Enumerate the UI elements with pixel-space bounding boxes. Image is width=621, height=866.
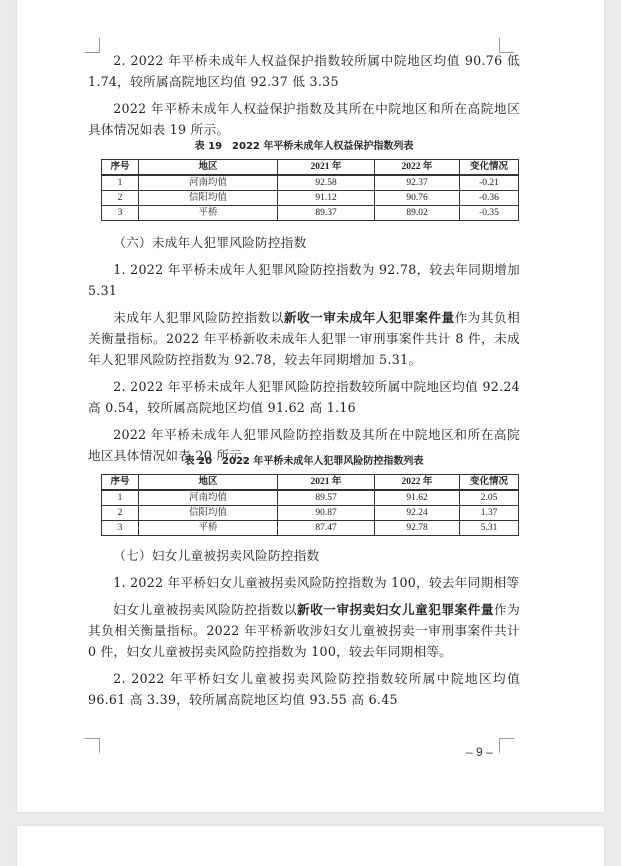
table-cell: 87.47	[278, 521, 375, 536]
next-page	[17, 826, 604, 866]
table-cell: 平桥	[139, 521, 278, 536]
table-19	[101, 159, 519, 221]
table-cell: 平桥	[139, 206, 278, 221]
table-header-row	[102, 475, 519, 491]
header-cell: 2022 年	[375, 475, 460, 491]
table-cell: 90.76	[375, 191, 460, 206]
table-cell: 2	[102, 191, 139, 206]
section-heading: （七）妇女儿童被拐卖风险防控指数	[113, 548, 320, 563]
table-cell: 2.05	[460, 490, 519, 506]
header-cell: 变化情况	[460, 160, 519, 176]
table-cell: 3	[102, 521, 139, 536]
crop-mark-bottom-left	[85, 738, 100, 753]
paragraph-text: 作为其负相关衡量指标。2022 年平桥新收未成年人犯罪一审刑事案件共计 8 件，未成年人犯罪风险防控指数为 92.78，较去年同期增加 5.31。	[88, 310, 521, 367]
table-cell: 92.78	[375, 521, 460, 536]
header-cell: 变化情况	[460, 475, 519, 491]
header-cell: 2021 年	[278, 160, 375, 176]
header-cell: 2021 年	[278, 475, 375, 491]
table-row	[102, 490, 519, 506]
header-cell: 序号	[102, 475, 139, 491]
header-cell: 地区	[139, 160, 278, 176]
table-header-row	[102, 160, 519, 176]
bold-term: 新收一审未成年人犯罪案件量	[283, 310, 455, 325]
page-number: – 9 –	[466, 745, 493, 759]
paragraph-group-1	[88, 50, 520, 140]
paragraph: 2. 2022 年平桥未成年人犯罪风险防控指数较所属中院地区均值 92.24 高 0.54，较所属高院地区均值 91.62 高 1.16	[88, 379, 520, 415]
paragraph-group-3	[88, 545, 520, 710]
paragraph: 2. 2022 年平桥未成年人权益保护指数较所属中院地区均值 90.76 低 1.74，较所属高院地区均值 92.37 低 3.35	[88, 53, 520, 89]
table-cell: 河南均值	[139, 490, 278, 506]
table-cell: 92.58	[278, 175, 375, 191]
table-cell: 1	[102, 490, 139, 506]
paragraph	[88, 307, 520, 370]
table-cell: 89.57	[278, 490, 375, 506]
crop-mark-bottom-right	[499, 738, 514, 753]
table-row	[102, 206, 519, 221]
paragraph-text: 作为其负相关衡量指标。2022 年平桥新收涉妇女儿童被拐卖一审刑事案件共计 0 件，妇女儿童被拐卖风险防控指数为 100，较去年同期相等。	[88, 602, 520, 659]
paragraph: 1. 2022 年平桥未成年人犯罪风险防控指数为 92.78，较去年同期增加 5.31	[88, 262, 520, 298]
table-cell: 89.02	[375, 206, 460, 221]
paragraph-text: 妇女儿童被拐卖风险防控指数以	[113, 602, 298, 617]
table-cell: 2	[102, 506, 139, 521]
header-cell: 2022 年	[375, 160, 460, 176]
table-row	[102, 506, 519, 521]
table-cell: 5.31	[460, 521, 519, 536]
table-cell: 河南均值	[139, 175, 278, 191]
table-20	[101, 474, 519, 536]
paragraph	[88, 599, 520, 662]
table-row	[102, 521, 519, 536]
table-cell: 3	[102, 206, 139, 221]
table-row	[102, 191, 519, 206]
table-cell: 信阳均值	[139, 506, 278, 521]
table-cell: 91.12	[278, 191, 375, 206]
table-row	[102, 175, 519, 191]
table-cell: 92.37	[375, 175, 460, 191]
table-cell: -0.35	[460, 206, 519, 221]
header-cell: 地区	[139, 475, 278, 491]
table-20-caption: 表 20 2022 年平桥未成年人犯罪风险防控指数列表	[184, 456, 424, 467]
paragraph-text: 未成年人犯罪风险防控指数以	[113, 310, 284, 325]
section-heading: （六）未成年人犯罪风险防控指数	[113, 235, 307, 250]
paragraph: 1. 2022 年平桥妇女儿童被拐卖风险防控指数为 100，较去年同期相等	[113, 575, 520, 590]
table-19-caption: 表 19 2022 年平桥未成年人权益保护指数列表	[194, 141, 414, 152]
paragraph: 2022 年平桥未成年人犯罪风险防控指数及其所在中院地区和所在高院地区具体情况如表 20 所示。	[88, 427, 520, 463]
paragraph: 2022 年平桥未成年人权益保护指数及其所在中院地区和所在高院地区具体情况如表 19 所示。	[88, 101, 520, 137]
table-cell: 信阳均值	[139, 191, 278, 206]
table-cell: 89.37	[278, 206, 375, 221]
table-cell: 92.24	[375, 506, 460, 521]
table-cell: -0.36	[460, 191, 519, 206]
paragraph-group-2	[88, 232, 520, 466]
table-cell: 91.62	[375, 490, 460, 506]
table-cell: 1	[102, 175, 139, 191]
bold-term: 新收一审拐卖妇女儿童犯罪案件量	[297, 602, 494, 617]
header-cell: 序号	[102, 160, 139, 176]
table-cell: 1.37	[460, 506, 519, 521]
table-cell: 90.87	[278, 506, 375, 521]
table-cell: -0.21	[460, 175, 519, 191]
paragraph: 2. 2022 年平桥妇女儿童被拐卖风险防控指数较所属中院地区均值 96.61 高 3.39，较所属高院地区均值 93.55 高 6.45	[88, 671, 520, 707]
